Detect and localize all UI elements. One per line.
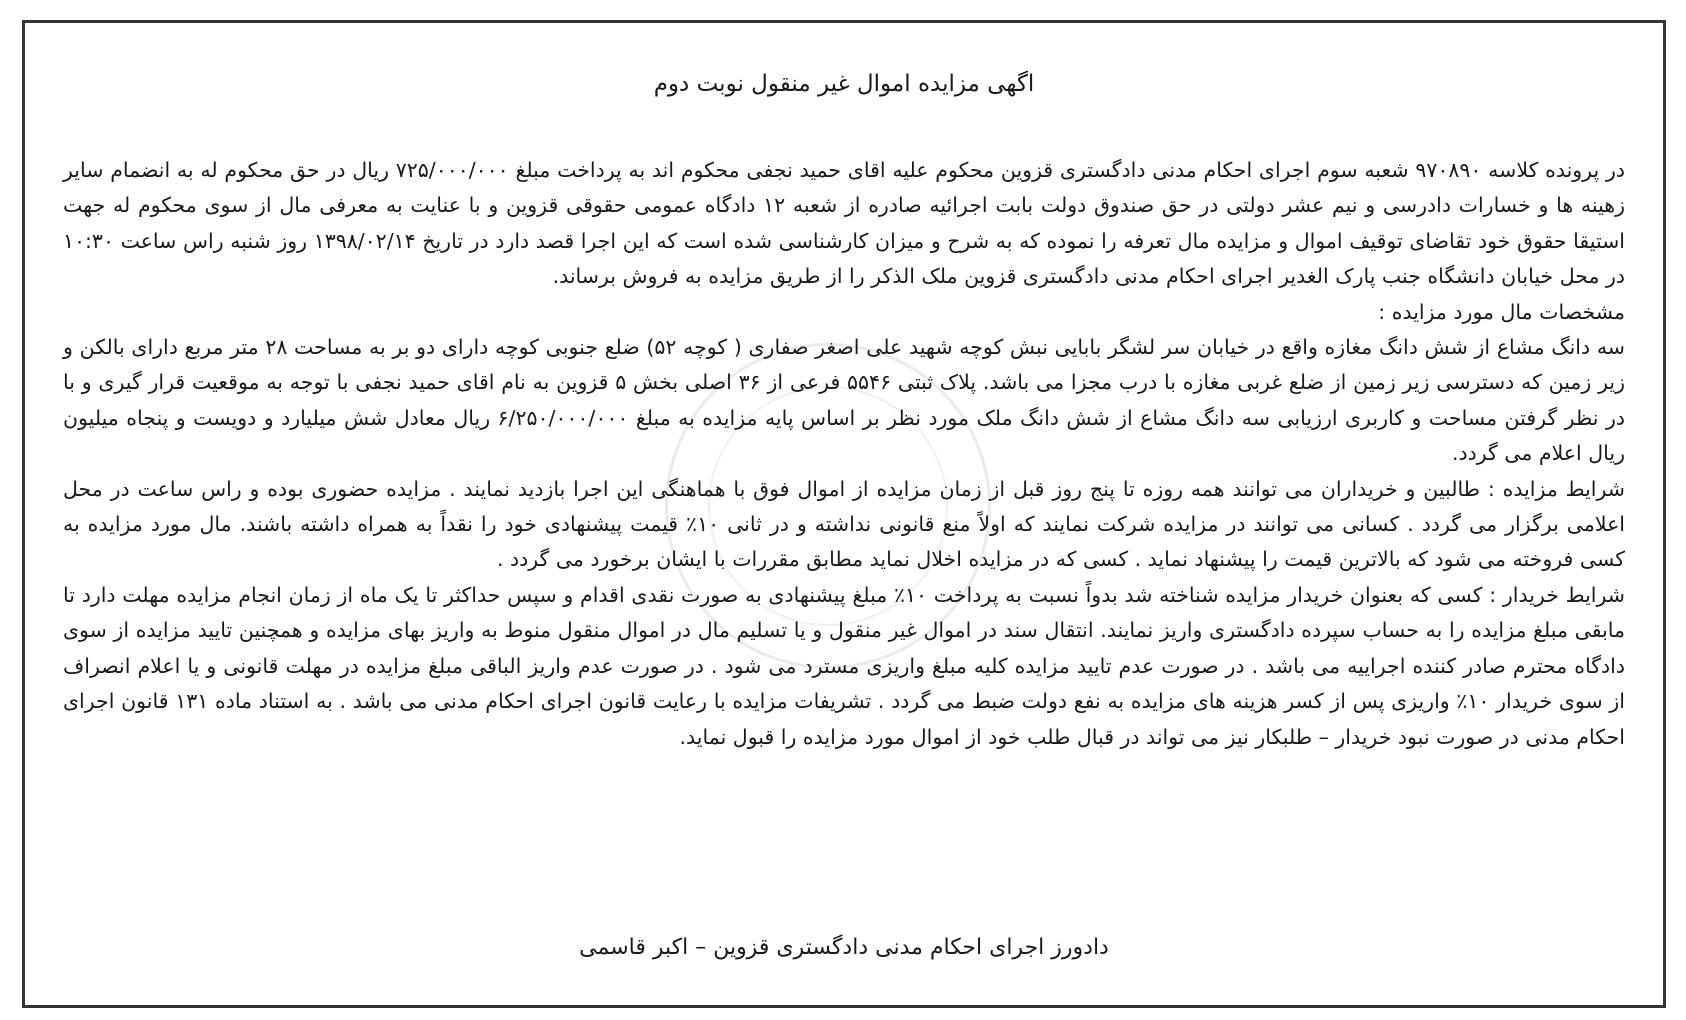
notice-body	[63, 153, 1625, 755]
property-heading: مشخصات مال مورد مزایده :	[1378, 299, 1625, 324]
auction-notice	[22, 20, 1666, 1008]
property-description: سه دانگ مشاع از شش دانگ مغازه واقع در خیابان سر لشگر بابایی نبش کوچه شهید علی اصغر صفاری ( کوچه ۵۲) ضلع جنوبی کوچه دارای دو بر به مساحت ۲۸ متر مربع دارای بالکن و زیر زمین که دسترسی زیر زمین از ضلع غربی مغازه با درب مجزا می باشد. پلاک ثبتی ۵۵۴۶ فرعی از ۳۶ اصلی بخش ۵ قزوین به نام اقای حمید نجفی با توجه به موقعیت قرار گیری و با در نظر گرفتن مساحت و کاربری ارزیابی سه دانگ مشاع از شش دانگ ملک مورد نظر بر اساس پایه مزایده به مبلغ ۶/۲۵۰/۰۰۰/۰۰۰ ریال معادل شش میلیارد و دویست و پنجاه میلیون ریال اعلام می گردد.	[63, 335, 1625, 466]
buyer-conditions: شرایط خریدار : کسی که بعنوان خریدار مزایده شناخته شد بدواً نسبت به پرداخت ۱۰٪ مبلغ پیشنهادی به صورت نقدی اقدام و سپس حداکثر تا یک ماه از زمان انجام مزایده مهلت دارد تا مابقی مبلغ مزایده را به حساب سپرده دادگستری واریز نمایند. انتقال سند در اموال غیر منقول و یا تسلیم مال در اموال منقول منوط به واریز بهای مزایده و همچنین تایید مزایده از سوی دادگاه محترم صادر کننده اجراییه می باشد . در صورت عدم تایید مزایده کلیه مبلغ واریزی مسترد می شود . در صورت عدم واریز الباقی مبلغ مزایده در مهلت قانونی و یا اعلام انصراف از سوی خریدار ۱۰٪ واریزی پس از کسر هزینه های مزایده به نفع دولت ضبط می گردد . تشریفات مزایده با رعایت قانون اجرای احکام مدنی می باشد . به استناد ماده ۱۳۱ قانون اجرای احکام مدنی در صورت نبود خریدار – طلبکار نیز می تواند در قبال طلب خود از اموال مورد مزایده را قبول نماید.	[63, 582, 1625, 749]
auction-conditions: شرایط مزایده : طالبین و خریداران می توانند همه روزه تا پنج روز قبل از زمان مزایده از اموال فوق با هماهنگی این اجرا بازدید نمایند . مزایده حضوری بوده و راس ساعت در محل اعلامی برگزار می گردد . کسانی می توانند در مزایده شرکت نمایند که اولاً منع قانونی نداشته و در ثانی ۱۰٪ قیمت پیشنهادی خود را نقداً به همراه داشته باشند. مال مورد مزایده به کسی فروخته می شود که بالاترین قیمت را پیشنهاد نماید . کسی که در مزایده اخلال نماید مطابق مقررات با ایشان برخورد می گردد .	[63, 476, 1625, 572]
notice-title: اگهی مزایده اموال غیر منقول نوبت دوم	[653, 71, 1035, 97]
case-paragraph: در پرونده کلاسه ۹۷۰۸۹۰ شعبه سوم اجرای احکام مدنی دادگستری قزوین محکوم علیه اقای حمید نجفی محکوم اند به پرداخت مبلغ ۷۲۵/۰۰۰/۰۰۰ ریال در حق محکوم له به انضمام سایر زهینه ها و خسارات دادرسی و نیم عشر دولتی در حق صندوق دولت بابت اجرائیه صادره از شعبه ۱۲ دادگاه عمومی حقوقی قزوین و با عنایت به معرفی مال از سوی محکوم له جهت استیقا حقوق خود تقاضای توقیف اموال و مزایده مال تعرفه را نموده که به شرح و میزان کارشناسی شده است که این اجرا قصد دارد در تاریخ ۱۳۹۸/۰۲/۱۴ روز شنبه راس ساعت ۱۰:۳۰ در محل خیابان دانشگاه جنب پارک الغدیر اجرای احکام مدنی دادگستری قزوین ملک الذکر را از طریق مزایده به فروش برساند.	[63, 158, 1625, 289]
signature-line: دادورز اجرای احکام مدنی دادگستری قزوین – اکبر قاسمی	[579, 935, 1109, 960]
